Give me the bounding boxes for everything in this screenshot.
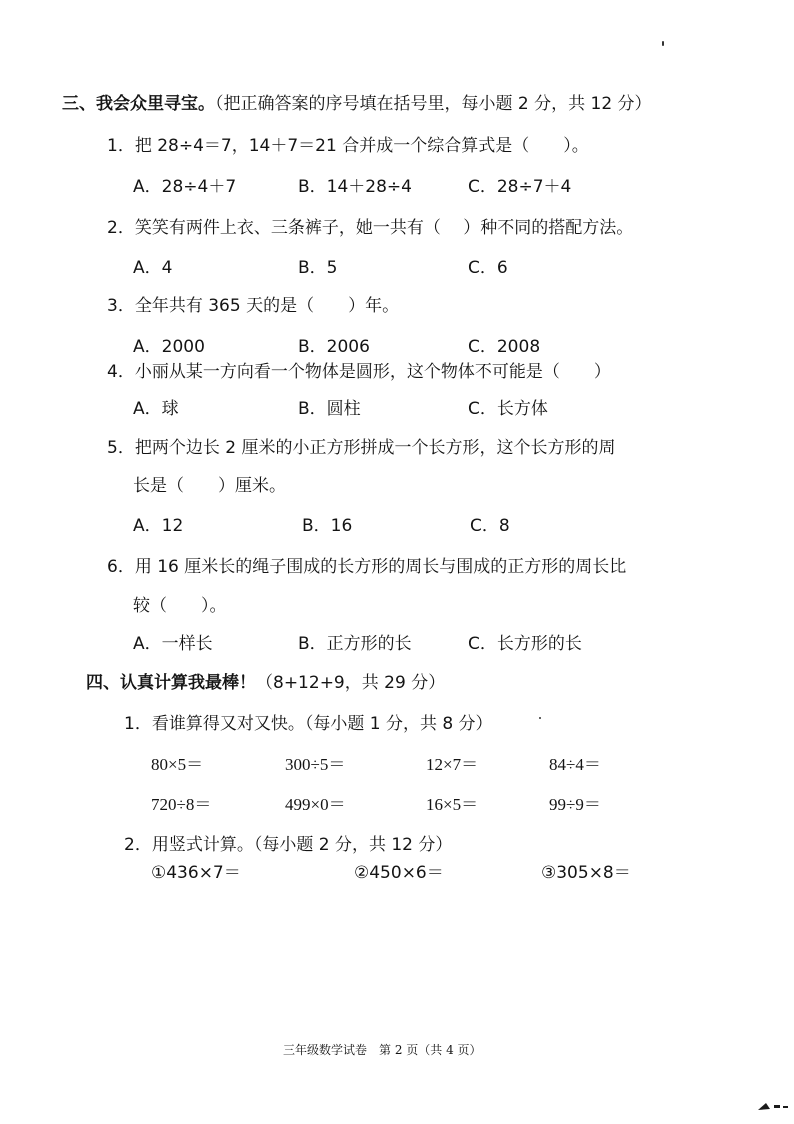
question-number: 5． (107, 438, 135, 458)
question-4 (107, 357, 611, 382)
q1-option-b: B．14＋28÷4 (298, 177, 412, 197)
question-text: 全年共有 365 天的是（ ）年。 (134, 296, 400, 316)
q2-option-b: B．5 (298, 258, 338, 278)
q1-option-a: A．28÷4＋7 (133, 177, 237, 197)
section-4-title: 四、认真计算我最棒！ (86, 673, 256, 693)
question-text: 小丽从某一方向看一个物体是圆形，这个物体不可能是（ ） (134, 362, 611, 382)
question-number: 3． (107, 296, 135, 316)
q4-option-a: A．球 (133, 399, 179, 419)
section-3-title: 三、我会众里寻宝。 (62, 94, 215, 114)
question-text: 笑笑有两件上衣、三条裤子，她一共有（ ）种不同的搭配方法。 (134, 218, 634, 238)
question-1 (107, 131, 589, 156)
q5-option-b: B．16 (302, 516, 353, 536)
question-number: 1． (107, 136, 135, 156)
q6-option-a: A．一样长 (133, 634, 213, 654)
oral-calc-item: 16×5＝ (426, 795, 479, 814)
question-5-line-2: 长是（ ）厘米。 (133, 476, 286, 496)
q5-option-a: A．12 (133, 516, 184, 536)
section-3-note: （把正确答案的序号填在括号里，每小题 2 分，共 12 分） (215, 94, 652, 114)
q5-option-c: C．8 (470, 516, 510, 536)
q6-option-b: B．正方形的长 (298, 634, 412, 654)
section-4-heading (86, 668, 445, 693)
q2-option-c: C．6 (468, 258, 508, 278)
q4-option-c: C．长方体 (468, 399, 548, 419)
scan-corner-mark (756, 1100, 790, 1112)
vertical-calc-item: ②450×6＝ (354, 863, 444, 883)
question-text: 用 16 厘米长的绳子围成的长方形的周长与围成的正方形的周长比 (134, 557, 627, 577)
question-text: 把 28÷4＝7，14＋7＝21 合并成一个综合算式是（ ）。 (134, 136, 589, 156)
part-1-title: 1．看谁算得又对又快。（每小题 1 分，共 8 分） (124, 714, 493, 734)
oral-calc-item: 80×5＝ (151, 755, 204, 774)
oral-calc-item: 12×7＝ (426, 755, 479, 774)
q4-option-b: B．圆柱 (298, 399, 361, 419)
oral-calc-item: 499×0＝ (285, 795, 346, 814)
q3-option-c: C．2008 (468, 337, 541, 357)
question-3 (107, 291, 399, 316)
part-2-title: 2．用竖式计算。（每小题 2 分，共 12 分） (124, 835, 453, 855)
oral-calc-item: 720÷8＝ (151, 795, 212, 814)
oral-calc-item: 84÷4＝ (549, 755, 601, 774)
section-4-note: （8+12+9，共 29 分） (256, 673, 446, 693)
q3-option-a: A．2000 (133, 337, 205, 357)
question-text: 把两个边长 2 厘米的小正方形拼成一个长方形，这个长方形的周 (134, 438, 616, 458)
oral-calc-item: 99÷9＝ (549, 795, 601, 814)
question-number: 2． (107, 218, 135, 238)
question-6-line-2: 较（ ）。 (133, 596, 227, 616)
question-5 (107, 433, 615, 458)
question-number: 4． (107, 362, 135, 382)
scan-speck (662, 41, 664, 46)
q3-option-b: B．2006 (298, 337, 370, 357)
q1-option-c: C．28÷7＋4 (468, 177, 572, 197)
oral-calc-item: 300÷5＝ (285, 755, 346, 774)
section-3-heading (62, 89, 652, 114)
question-number: 6． (107, 557, 135, 577)
vertical-calc-item: ③305×8＝ (541, 863, 631, 883)
page-footer: 三年级数学试卷 第 2 页（共 4 页） (283, 1043, 482, 1057)
vertical-calc-item: ①436×7＝ (151, 863, 241, 883)
question-6 (107, 552, 626, 577)
q6-option-c: C．长方形的长 (468, 634, 582, 654)
question-2 (107, 213, 633, 238)
q2-option-a: A．4 (133, 258, 173, 278)
scan-speck (539, 717, 541, 719)
